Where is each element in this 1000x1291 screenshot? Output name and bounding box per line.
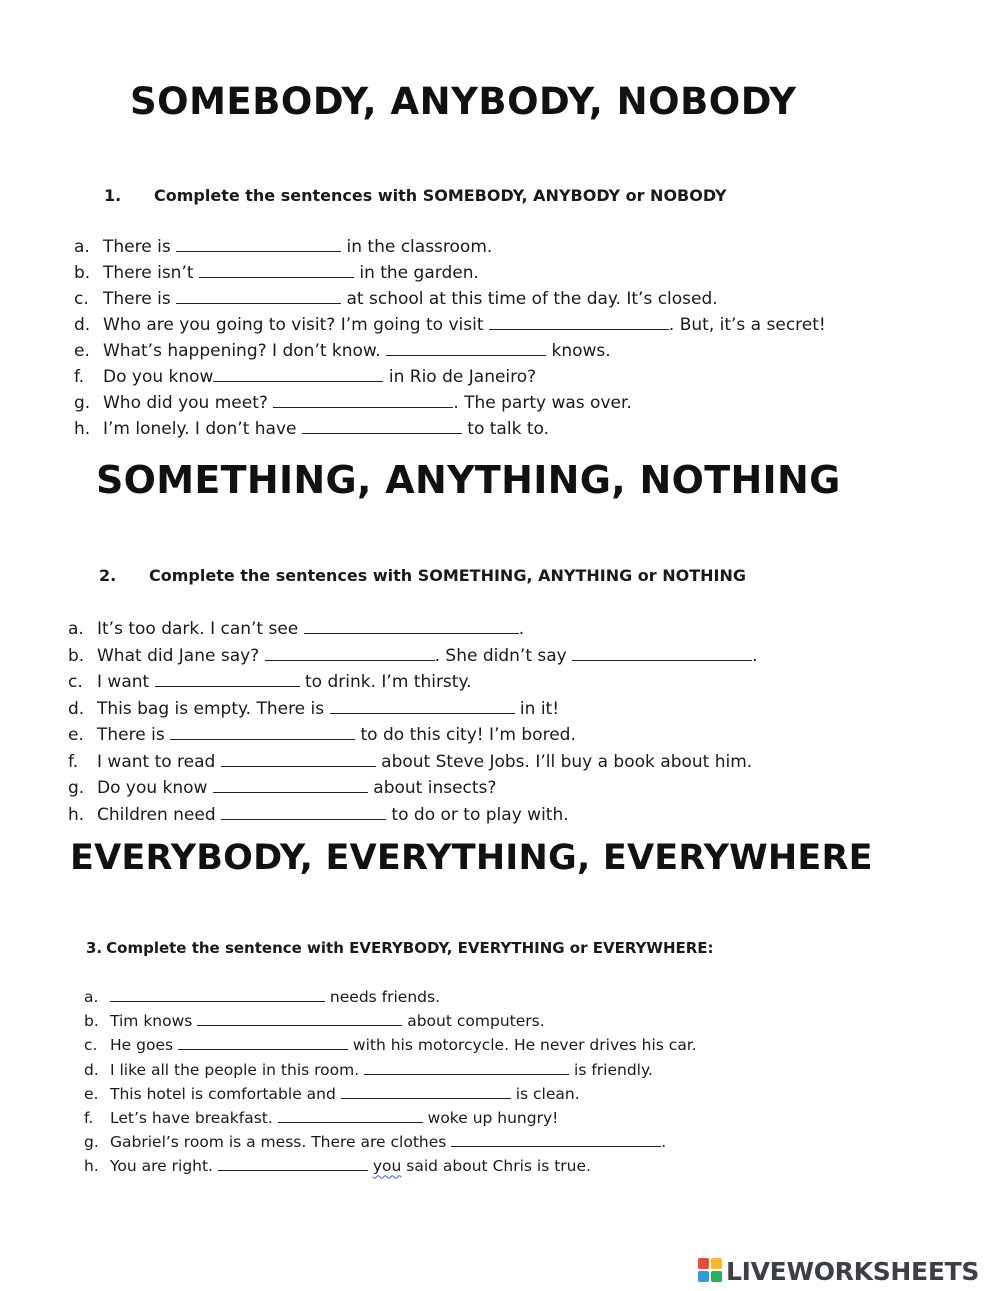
- item-letter: d.: [84, 1060, 99, 1079]
- item-letter: h.: [74, 419, 91, 439]
- item-letter: h.: [84, 1157, 99, 1176]
- list-item: [74, 365, 826, 391]
- answer-blank[interactable]: [221, 804, 386, 820]
- item-text: . The party was over.: [453, 393, 632, 413]
- answer-blank[interactable]: [304, 618, 519, 634]
- item-text: said about Chris is true.: [401, 1157, 591, 1176]
- list-item: [84, 1010, 697, 1034]
- section3-list: [84, 986, 697, 1180]
- answer-blank[interactable]: [176, 236, 341, 252]
- list-item: [84, 1131, 697, 1155]
- section2-instruction: [99, 566, 746, 585]
- item-text: There is: [103, 289, 177, 309]
- answer-blank[interactable]: [364, 1059, 569, 1075]
- item-text: Do you know: [97, 778, 213, 798]
- item-text: to do or to play with.: [386, 804, 569, 825]
- item-text: Tim knows: [110, 1012, 198, 1031]
- section3-number: 3.: [86, 939, 103, 957]
- item-text: . But, it’s a secret!: [668, 315, 826, 335]
- list-item: [74, 313, 826, 339]
- answer-blank[interactable]: [178, 1034, 348, 1050]
- item-text: This hotel is comfortable and: [110, 1084, 341, 1103]
- answer-blank[interactable]: [451, 1131, 661, 1147]
- item-text: to do this city! I’m bored.: [355, 725, 576, 745]
- item-letter: f.: [74, 367, 85, 387]
- item-text: at school at this time of the day. It’s closed.: [341, 289, 718, 309]
- list-item: [74, 235, 826, 261]
- section1-instruction: [104, 186, 727, 205]
- section1-number: 1.: [104, 186, 122, 205]
- answer-blank[interactable]: [213, 777, 368, 793]
- item-text: Who did you meet?: [103, 393, 274, 413]
- list-item: [74, 261, 826, 287]
- item-text: in Rio de Janeiro?: [383, 367, 537, 387]
- item-text: Who are you going to visit? I’m going to visit: [103, 315, 489, 335]
- item-text: He goes: [110, 1036, 178, 1055]
- item-text: You are right.: [110, 1157, 218, 1176]
- item-letter: h.: [68, 804, 85, 825]
- item-text: is friendly.: [569, 1060, 653, 1079]
- item-text: I like all the people in this room.: [110, 1060, 365, 1079]
- item-text: in it!: [514, 698, 560, 719]
- item-text: . She didn’t say: [434, 645, 573, 666]
- answer-blank[interactable]: [489, 314, 669, 330]
- list-item: [84, 986, 697, 1010]
- item-text: in the garden.: [353, 263, 479, 283]
- item-letter: e.: [84, 1084, 99, 1103]
- answer-blank[interactable]: [176, 288, 341, 304]
- item-letter: a.: [84, 988, 99, 1006]
- item-letter: c.: [84, 1036, 98, 1055]
- list-item: [68, 776, 758, 803]
- list-item: [84, 1034, 697, 1058]
- item-text: to drink. I’m thirsty.: [299, 672, 472, 692]
- item-text: Children need: [97, 804, 222, 825]
- section3-instruction: [86, 939, 714, 957]
- item-letter: a.: [68, 619, 84, 639]
- item-text: to talk to.: [461, 419, 549, 439]
- list-item: [68, 723, 758, 750]
- item-letter: f.: [84, 1108, 94, 1127]
- item-letter: b.: [68, 645, 85, 666]
- item-text: needs friends.: [325, 988, 441, 1006]
- item-text: Let’s have breakfast.: [110, 1108, 278, 1127]
- liveworksheets-logo[interactable]: [698, 1257, 979, 1285]
- section1-instruction-text: Complete the sentences with SOMEBODY, ANYBODY or NOBODY: [154, 186, 727, 205]
- answer-blank[interactable]: [221, 751, 376, 767]
- section2-instruction-text: Complete the sentences with SOMETHING, ANYTHING or NOTHING: [149, 566, 747, 585]
- answer-blank[interactable]: [197, 1010, 402, 1026]
- item-text: What’s happening? I don’t know.: [103, 341, 387, 361]
- answer-blank[interactable]: [273, 392, 453, 408]
- item-letter: c.: [74, 289, 89, 309]
- item-letter: b.: [84, 1012, 99, 1031]
- item-letter: g.: [68, 778, 85, 798]
- item-text: in the classroom.: [341, 237, 493, 257]
- section2-title: SOMETHING, ANYTHING, NOTHING: [96, 458, 841, 502]
- list-item: [74, 417, 826, 443]
- list-item: [84, 1107, 697, 1131]
- list-item: [68, 697, 758, 724]
- list-item: [68, 670, 758, 697]
- logo-blocks-icon: [698, 1258, 724, 1284]
- item-text: I want to read: [97, 751, 221, 772]
- item-letter: e.: [68, 725, 84, 745]
- item-letter: c.: [68, 672, 83, 692]
- list-item: [84, 1083, 697, 1107]
- item-text: There is: [97, 725, 171, 745]
- item-text: Do you know: [103, 367, 214, 387]
- item-letter: e.: [74, 341, 90, 361]
- section2-number: 2.: [99, 566, 117, 585]
- item-text: There is: [103, 237, 177, 257]
- list-item: [84, 1059, 697, 1083]
- item-text: is clean.: [510, 1084, 580, 1103]
- item-letter: a.: [74, 237, 90, 257]
- item-text: you: [372, 1157, 402, 1176]
- item-text: There isn’t: [103, 263, 199, 283]
- item-text: It’s too dark. I can’t see: [97, 619, 304, 639]
- answer-blank[interactable]: [265, 645, 435, 661]
- item-text: .: [518, 619, 525, 639]
- item-text: I want: [97, 672, 155, 692]
- answer-blank[interactable]: [155, 671, 300, 687]
- section3-title: EVERYBODY, EVERYTHING, EVERYWHERE: [70, 838, 873, 878]
- item-text: about insects?: [367, 778, 497, 798]
- section2-list: [68, 617, 758, 829]
- item-text: about Steve Jobs. I’ll buy a book about him.: [375, 751, 753, 772]
- list-item: [74, 391, 826, 417]
- answer-blank[interactable]: [170, 724, 355, 740]
- item-letter: g.: [74, 393, 91, 413]
- list-item: [68, 617, 758, 644]
- section3-instruction-text: Complete the sentence with EVERYBODY, EVERYTHING or EVERYWHERE:: [106, 939, 714, 957]
- item-text: about computers.: [402, 1012, 545, 1031]
- list-item: [68, 644, 758, 671]
- answer-blank[interactable]: [213, 366, 383, 382]
- list-item: [84, 1155, 697, 1179]
- item-letter: d.: [74, 315, 91, 335]
- answer-blank[interactable]: [341, 1083, 511, 1099]
- item-text: What did Jane say?: [97, 645, 265, 666]
- answer-blank[interactable]: [278, 1107, 423, 1123]
- list-item: [74, 287, 826, 313]
- list-item: [68, 803, 758, 830]
- answer-blank[interactable]: [330, 698, 515, 714]
- item-letter: b.: [74, 263, 91, 283]
- item-text: I’m lonely. I don’t have: [103, 419, 302, 439]
- logo-text: LIVEWORKSHEETS: [726, 1256, 980, 1286]
- list-item: [68, 750, 758, 777]
- answer-blank[interactable]: [199, 262, 354, 278]
- answer-blank[interactable]: [302, 418, 462, 434]
- answer-blank[interactable]: [218, 1155, 368, 1171]
- answer-blank[interactable]: [110, 986, 325, 1002]
- item-letter: f.: [68, 751, 79, 772]
- item-text: Gabriel’s room is a mess. There are clothes: [110, 1133, 452, 1152]
- item-letter: d.: [68, 698, 85, 719]
- list-item: [74, 339, 826, 365]
- item-text: This bag is empty. There is: [97, 698, 330, 719]
- section1-list: [74, 235, 826, 443]
- answer-blank[interactable]: [572, 645, 752, 661]
- section1-title: SOMEBODY, ANYBODY, NOBODY: [130, 80, 797, 123]
- item-text: .: [752, 645, 758, 666]
- item-text: .: [661, 1133, 667, 1152]
- item-text: woke up hungry!: [422, 1108, 559, 1127]
- item-letter: g.: [84, 1133, 99, 1152]
- answer-blank[interactable]: [386, 340, 546, 356]
- item-text: knows.: [546, 341, 611, 361]
- item-text: with his motorcycle. He never drives his car.: [347, 1036, 697, 1055]
